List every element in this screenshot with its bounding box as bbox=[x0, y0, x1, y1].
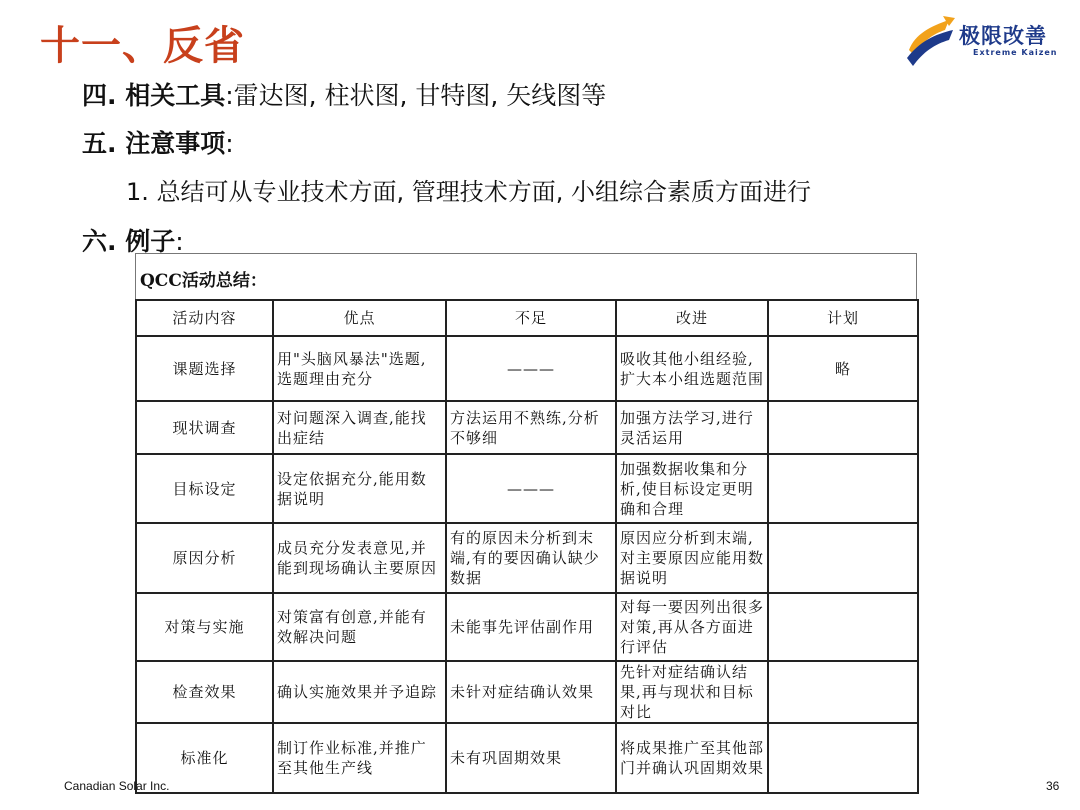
swoosh-logo-icon bbox=[905, 12, 957, 68]
header-cell: 不足 bbox=[446, 300, 616, 336]
logo-text-cn: 极限改善 bbox=[959, 24, 1047, 48]
strength-cell: 对问题深入调查,能找出症结 bbox=[273, 401, 446, 454]
notes-line bbox=[82, 124, 234, 160]
example-label: 六. 例子 bbox=[82, 227, 176, 256]
activity-cell: 检查效果 bbox=[136, 661, 273, 723]
header-cell: 计划 bbox=[768, 300, 918, 336]
header-cell: 改进 bbox=[616, 300, 768, 336]
footer-company: Canadian Solar Inc. bbox=[64, 779, 170, 793]
header-cell: 活动内容 bbox=[136, 300, 273, 336]
improvement-cell: 吸收其他小组经验,扩大本小组选题范围 bbox=[616, 336, 768, 401]
activity-cell: 课题选择 bbox=[136, 336, 273, 401]
qcc-summary-table bbox=[135, 299, 919, 794]
table-row bbox=[136, 401, 918, 454]
note-item-1: 1. 总结可从专业技术方面, 管理技术方面, 小组综合素质方面进行 bbox=[126, 178, 812, 206]
strength-cell: 用"头脑风暴法"选题,选题理由充分 bbox=[273, 336, 446, 401]
improvement-cell: 先针对症结确认结果,再与现状和目标对比 bbox=[616, 661, 768, 723]
logo-text-en: Extreme Kaizen bbox=[973, 48, 1058, 57]
activity-cell: 标准化 bbox=[136, 723, 273, 793]
weakness-cell: 未能事先评估副作用 bbox=[446, 593, 616, 661]
notes-text: : bbox=[225, 129, 234, 158]
table-row bbox=[136, 523, 918, 593]
plan-cell bbox=[768, 593, 918, 661]
page-number: 36 bbox=[1046, 779, 1060, 793]
strength-cell: 确认实施效果并予追踪 bbox=[273, 661, 446, 723]
table-header-row bbox=[136, 300, 918, 336]
weakness-cell: 方法运用不熟练,分析不够细 bbox=[446, 401, 616, 454]
tools-text: :雷达图, 柱状图, 甘特图, 矢线图等 bbox=[225, 81, 607, 110]
improvement-cell: 加强方法学习,进行灵活运用 bbox=[616, 401, 768, 454]
improvement-cell: 原因应分析到末端,对主要原因应能用数据说明 bbox=[616, 523, 768, 593]
slide-title: 十一、反省 bbox=[40, 23, 245, 69]
weakness-cell: 未针对症结确认效果 bbox=[446, 661, 616, 723]
strength-cell: 对策富有创意,并能有效解决问题 bbox=[273, 593, 446, 661]
weakness-cell: 有的原因未分析到末端,有的要因确认缺少数据 bbox=[446, 523, 616, 593]
improvement-cell: 将成果推广至其他部门并确认巩固期效果 bbox=[616, 723, 768, 793]
table-row bbox=[136, 723, 918, 793]
table-row bbox=[136, 593, 918, 661]
table-row bbox=[136, 661, 918, 723]
tools-label: 四. 相关工具 bbox=[82, 81, 226, 110]
table-row bbox=[136, 336, 918, 401]
plan-cell bbox=[768, 661, 918, 723]
activity-cell: 原因分析 bbox=[136, 523, 273, 593]
activity-cell: 目标设定 bbox=[136, 454, 273, 523]
strength-cell: 制订作业标准,并推广至其他生产线 bbox=[273, 723, 446, 793]
activity-cell: 对策与实施 bbox=[136, 593, 273, 661]
plan-cell bbox=[768, 454, 918, 523]
header-cell: 优点 bbox=[273, 300, 446, 336]
plan-cell bbox=[768, 523, 918, 593]
table-caption: QCC活动总结： bbox=[135, 253, 917, 299]
example-text: : bbox=[175, 227, 184, 256]
improvement-cell: 加强数据收集和分析,使目标设定更明确和合理 bbox=[616, 454, 768, 523]
activity-cell: 现状调查 bbox=[136, 401, 273, 454]
plan-cell: 略 bbox=[768, 336, 918, 401]
tools-line bbox=[82, 76, 606, 112]
weakness-cell: ——— bbox=[446, 454, 616, 523]
weakness-cell: ——— bbox=[446, 336, 616, 401]
weakness-cell: 未有巩固期效果 bbox=[446, 723, 616, 793]
improvement-cell: 对每一要因列出很多对策,再从各方面进行评估 bbox=[616, 593, 768, 661]
strength-cell: 成员充分发表意见,并能到现场确认主要原因 bbox=[273, 523, 446, 593]
plan-cell bbox=[768, 401, 918, 454]
notes-label: 五. 注意事项 bbox=[82, 129, 226, 158]
brand-logo bbox=[905, 12, 1065, 68]
plan-cell bbox=[768, 723, 918, 793]
qcc-summary-table-wrap bbox=[135, 253, 917, 794]
strength-cell: 设定依据充分,能用数据说明 bbox=[273, 454, 446, 523]
table-row bbox=[136, 454, 918, 523]
